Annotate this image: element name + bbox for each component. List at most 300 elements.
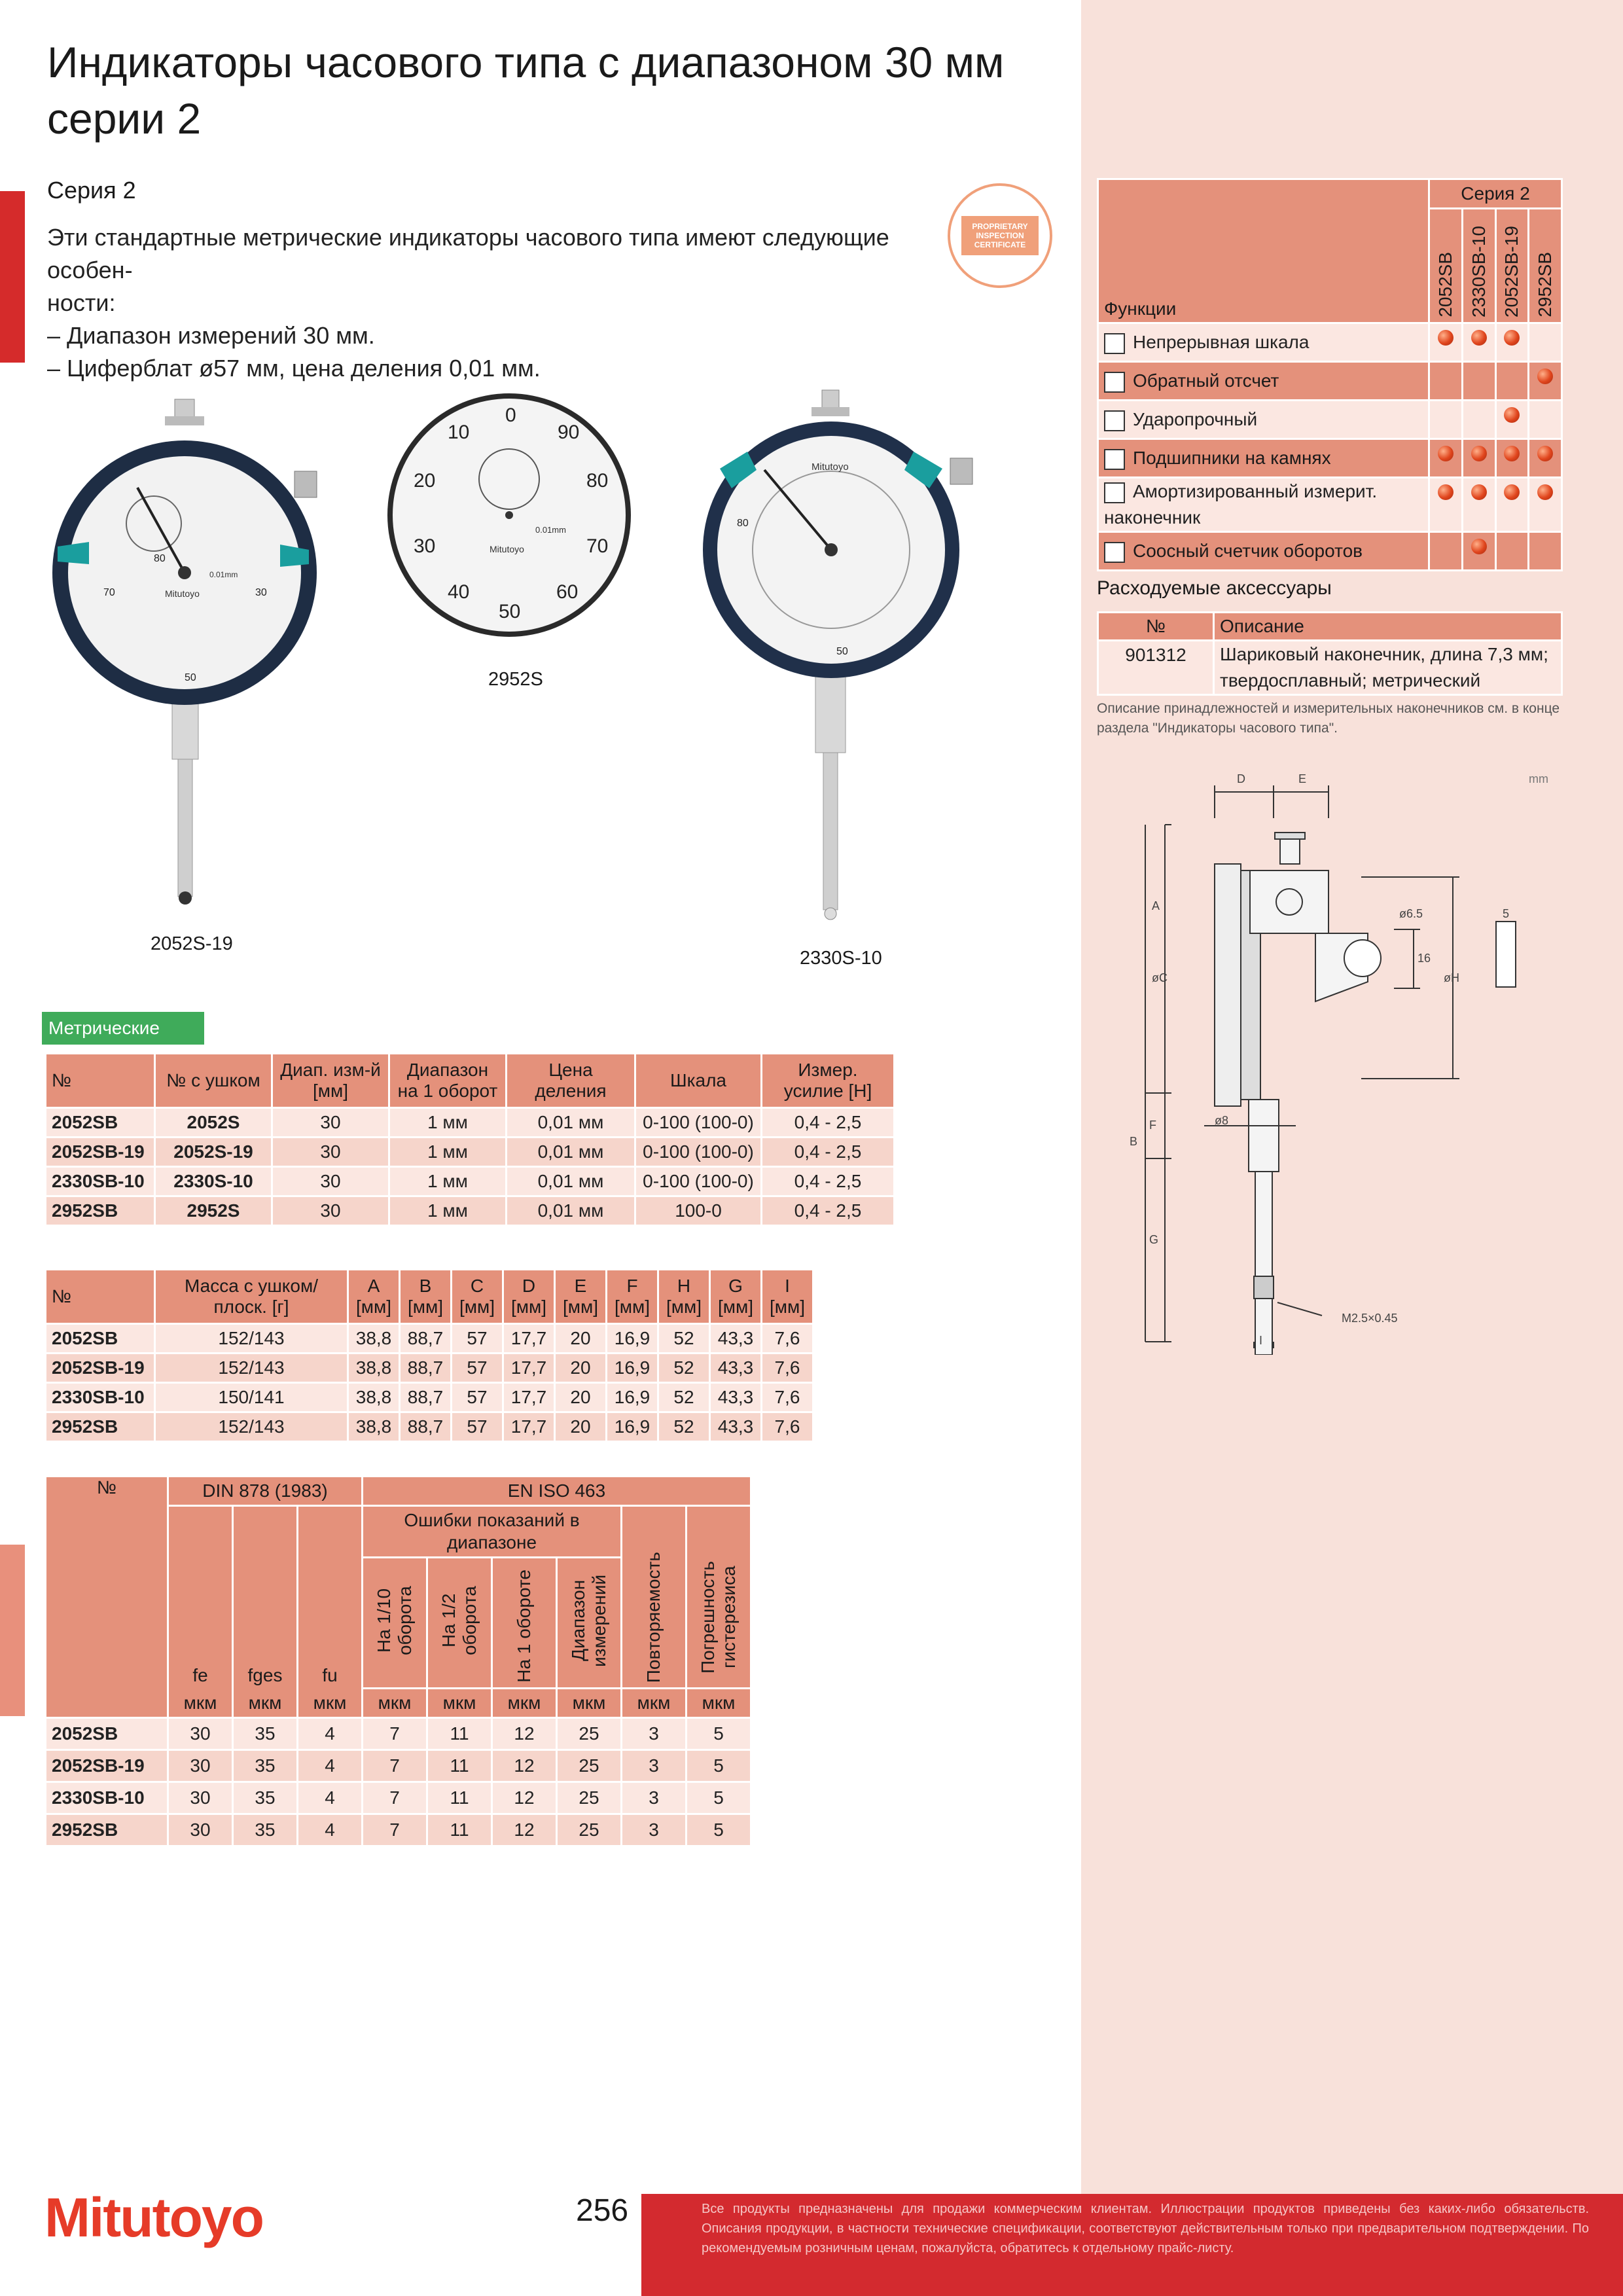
dial-number: 80 [737,518,749,529]
feature-label-cell [1098,532,1429,571]
table-cell: 16,9 [607,1324,658,1354]
table-row [46,1782,751,1814]
table-row [46,1354,813,1383]
feature-mark-cell [1429,362,1463,401]
column-header [1429,209,1463,323]
table-cell: 20 [555,1383,607,1412]
column-header-unit: мкм [183,1693,217,1713]
table-row [46,1167,895,1196]
feature-available-dot [1471,484,1487,500]
features-table [1097,178,1563,571]
intro-line: – Циферблат ø57 мм, цена деления 0,01 мм. [47,355,541,382]
table-row [46,1138,895,1167]
table-cell: 17,7 [503,1383,555,1412]
feature-mark-cell [1429,532,1463,571]
feature-mark-cell [1462,478,1495,532]
feature-rows [1098,323,1562,571]
table-cell: 5 [687,1782,751,1814]
reverse-count-icon [1104,372,1125,393]
table-cell: 35 [233,1814,298,1846]
table-cell: 35 [233,1718,298,1750]
dial-number: 90 [558,422,580,443]
feature-available-dot [1537,484,1553,500]
table-cell: 2052SB-19 [46,1138,155,1167]
column-group-header: Ошибки показаний в диапазоне [363,1506,622,1558]
table-cell: 3 [622,1750,687,1782]
column-header [1462,209,1495,323]
feature-available-dot [1504,484,1520,500]
table-cell: 3 [622,1782,687,1814]
page-number: 256 [576,2193,629,2228]
feature-label-cell [1098,478,1429,532]
table-cell: 30 [168,1718,233,1750]
table-cell: 4 [298,1750,363,1782]
table-cell: 11 [427,1750,492,1782]
table-cell: 30 [272,1167,389,1196]
table-cell: 3 [622,1814,687,1846]
cushioned-contact-icon [1104,482,1125,503]
table-cell: 0,4 - 2,5 [762,1167,895,1196]
table-cell: 30 [168,1814,233,1846]
table-cell: 2330S-10 [155,1167,272,1196]
feature-available-dot [1438,330,1454,346]
feature-mark-cell [1529,532,1562,571]
table-cell: 152/143 [155,1324,348,1354]
feature-mark-cell [1495,532,1529,571]
column-header: Функции [1098,179,1429,323]
feature-row [1098,362,1562,401]
table-cell: 25 [557,1782,622,1814]
feature-mark-cell [1529,362,1562,401]
table-cell: 20 [555,1412,607,1442]
feature-mark-cell [1462,439,1495,478]
dimension-label: A [1152,899,1160,912]
feature-available-dot [1471,539,1487,554]
table-cell: 7 [363,1718,427,1750]
table-cell: 57 [452,1412,503,1442]
table-cell: 88,7 [400,1354,452,1383]
feature-row [1098,478,1562,532]
table-cell: 88,7 [400,1383,452,1412]
intro-text [47,221,924,385]
coaxial-counter-icon [1104,542,1125,563]
table-cell: 0,4 - 2,5 [762,1196,895,1226]
table-cell: 0-100 (100-0) [635,1108,762,1138]
dimension-label: E [1298,772,1307,785]
column-header-label: Повторяемость [643,1551,664,1683]
column-group-header: Серия 2 [1429,179,1562,209]
column-header: Описание [1214,613,1562,641]
mitutoyo-logo: Mitutoyo [45,2187,263,2248]
table-cell: 17,7 [503,1412,555,1442]
dial-resolution: 0.01mm [209,570,238,579]
table-cell: 30 [272,1196,389,1226]
feature-available-dot [1504,330,1520,346]
column-header: Шкала [635,1054,762,1108]
column-header [687,1506,751,1689]
table-cell: 17,7 [503,1354,555,1383]
dimension-drawing [1106,766,1603,1355]
table-cell: 5 [687,1718,751,1750]
feature-row [1098,401,1562,439]
dial-number: 70 [103,587,115,598]
table-cell: 88,7 [400,1412,452,1442]
table-cell: 57 [452,1383,503,1412]
table-cell: 11 [427,1782,492,1814]
table-header-row [46,1054,895,1108]
column-group-header: DIN 878 (1983) [168,1477,363,1506]
table-cell: 7,6 [762,1383,813,1412]
column-header-unit: мкм [248,1693,282,1713]
dial-indicator-2052S-19-image [39,393,321,936]
table-cell: 2052SB [46,1324,155,1354]
table-cell: 7,6 [762,1324,813,1354]
table-cell: 150/141 [155,1383,348,1412]
table-cell: 5 [687,1814,751,1846]
column-header [492,1558,557,1689]
column-group-header: EN ISO 463 [363,1477,751,1506]
intro-line: Эти стандартные метрические индикаторы часового типа имеют следующие особен- [47,224,889,283]
inspection-certificate-seal [948,183,1052,288]
column-header [557,1558,622,1689]
jewel-bearing-icon [1104,449,1125,470]
column-header [1495,209,1529,323]
table-cell: 7,6 [762,1354,813,1383]
table-cell: 38,8 [348,1383,400,1412]
column-header: № [1098,613,1214,641]
column-header: A [мм] [348,1270,400,1324]
feature-label-cell [1098,362,1429,401]
column-header: D [мм] [503,1270,555,1324]
feature-label: Ударопрочный [1133,409,1258,429]
accessories-table [1097,611,1563,696]
dial-number: 50 [185,672,196,683]
column-header: H [мм] [658,1270,710,1324]
dimension-label: 5 [1503,907,1510,920]
table-cell: 2330SB-10 [46,1167,155,1196]
dial-number: 50 [836,646,848,657]
dimension-label: I [1259,1334,1263,1347]
table-cell: 0,01 мм [507,1196,635,1226]
column-header-label: Погрешность гистерезиса [698,1561,739,1674]
table-cell: 52 [658,1383,710,1412]
feature-mark-cell [1429,323,1463,362]
table-cell: 7 [363,1782,427,1814]
dial-brand: Mitutoyo [165,588,200,599]
column-header [363,1558,427,1689]
column-header-unit: мкм [363,1689,427,1718]
column-header: E [мм] [555,1270,607,1324]
table-cell: 0,01 мм [507,1138,635,1167]
table-cell: Шариковый наконечник, длина 7,3 мм; твердосплавный; метрический [1214,641,1562,695]
table-cell: 2052SB [46,1108,155,1138]
table-cell: 0,01 мм [507,1108,635,1138]
dimension-label: øC [1152,971,1168,984]
feature-available-dot [1504,407,1520,423]
feature-available-dot [1537,368,1553,384]
feature-label: Обратный отсчет [1133,370,1279,391]
table-cell: 88,7 [400,1324,452,1354]
column-header-unit: мкм [427,1689,492,1718]
table-cell: 20 [555,1354,607,1383]
column-header: B [мм] [400,1270,452,1324]
table-cell: 25 [557,1750,622,1782]
dial-number: 0 [505,404,516,426]
table-cell: 901312 [1098,641,1214,695]
dial-number: 80 [586,470,609,492]
feature-available-dot [1471,446,1487,461]
feature-mark-cell [1495,401,1529,439]
column-header: № [46,1477,168,1718]
image-caption: 2052S-19 [151,933,233,954]
accessories-title: Расходуемые аксессуары [1097,577,1332,599]
column-header [233,1506,298,1718]
column-header: № [46,1270,155,1324]
column-header-unit: мкм [687,1689,751,1718]
table-cell: 2052S [155,1108,272,1138]
feature-label: Непрерывная шкала [1133,332,1310,352]
shockproof-icon [1104,410,1125,431]
table-cell: 7,6 [762,1412,813,1442]
feature-mark-cell [1462,323,1495,362]
table-cell: 0,01 мм [507,1167,635,1196]
table-cell: 30 [272,1108,389,1138]
column-header: F [мм] [607,1270,658,1324]
table-cell: 0-100 (100-0) [635,1138,762,1167]
column-header [427,1558,492,1689]
feature-mark-cell [1495,478,1529,532]
table-cell: 12 [492,1814,557,1846]
accessories-note: Описание принадлежностей и измерительных наконечников см. в конце раздела "Индикаторы часового типа". [1097,701,1560,736]
table-row [46,1196,895,1226]
feature-mark-cell [1529,439,1562,478]
left-accent-bar-lower [0,1545,25,1716]
table-cell: 43,3 [710,1383,762,1412]
table-row [46,1324,813,1354]
column-header: № [46,1054,155,1108]
table-cell: 2952S [155,1196,272,1226]
table-row [46,1718,751,1750]
column-header: Масса с ушком/плоск. [г] [155,1270,348,1324]
feature-label-cell [1098,439,1429,478]
intro-line: – Диапазон измерений 30 мм. [47,322,375,349]
model-label: 2052SB-19 [1501,225,1522,317]
column-header-label: На 1/10 оборота [374,1586,415,1655]
table-header-row [46,1477,751,1506]
dimension-label: D [1237,772,1245,785]
table-cell: 16,9 [607,1354,658,1383]
specs-table [45,1052,895,1227]
model-label: 2952SB [1535,252,1556,317]
dimensions-table [45,1268,814,1443]
table-row [1098,641,1562,695]
table-cell: 30 [272,1138,389,1167]
dial-number: 30 [255,587,267,598]
feature-available-dot [1471,330,1487,346]
dial-number: 60 [556,581,579,603]
table-cell: 0,4 - 2,5 [762,1138,895,1167]
table-cell: 0,4 - 2,5 [762,1108,895,1138]
column-header-unit: мкм [492,1689,557,1718]
dimension-label: 16 [1418,952,1431,965]
table-cell: 1 мм [389,1138,507,1167]
column-header: Измер. усилие [Н] [762,1054,895,1108]
certificate-text: PROPRIETARY INSPECTION CERTIFICATE [961,216,1039,255]
table-cell: 2052S-19 [155,1138,272,1167]
table-cell: 3 [622,1718,687,1750]
feature-available-dot [1438,484,1454,500]
table-cell: 12 [492,1718,557,1750]
column-header: I [мм] [762,1270,813,1324]
table-cell: 2952SB [46,1412,155,1442]
table-cell: 12 [492,1750,557,1782]
table-cell: 2330SB-10 [46,1383,155,1412]
dimension-label: F [1149,1119,1156,1132]
table-cell: 35 [233,1750,298,1782]
column-header-unit: мкм [313,1693,347,1713]
table-row [46,1814,751,1846]
table-cell: 152/143 [155,1412,348,1442]
column-header-unit: мкм [622,1689,687,1718]
table-cell: 1 мм [389,1167,507,1196]
table-cell: 5 [687,1750,751,1782]
table-cell: 30 [168,1782,233,1814]
table-cell: 52 [658,1412,710,1442]
table-cell: 11 [427,1718,492,1750]
dimension-label: B [1130,1135,1138,1148]
dimension-label: øH [1444,971,1459,984]
dimension-label: ø6.5 [1399,907,1423,920]
image-caption: 2330S-10 [800,948,882,969]
feature-row [1098,532,1562,571]
feature-label: Соосный счетчик оборотов [1133,541,1363,561]
table-cell: 57 [452,1324,503,1354]
table-cell: 52 [658,1354,710,1383]
feature-label: Амортизированный измерит. наконечник [1104,481,1378,528]
table-cell: 11 [427,1814,492,1846]
table-cell: 16,9 [607,1412,658,1442]
column-header [1529,209,1562,323]
table-cell: 2952SB [46,1196,155,1226]
table-cell: 43,3 [710,1354,762,1383]
model-label: 2052SB [1435,252,1455,317]
table-row [46,1383,813,1412]
table-header-row [1098,613,1562,641]
dial-resolution: 0.01mm [535,525,566,535]
table-cell: 100-0 [635,1196,762,1226]
dimension-label: G [1149,1233,1159,1246]
table-cell: 2952SB [46,1814,168,1846]
table-cell: 4 [298,1782,363,1814]
feature-row [1098,323,1562,362]
table-cell: 7 [363,1750,427,1782]
feature-mark-cell [1495,362,1529,401]
model-label: 2330SB-10 [1468,225,1489,317]
feature-mark-cell [1495,439,1529,478]
table-cell: 30 [168,1750,233,1782]
dial-face-2952S-image [385,381,633,656]
column-header [622,1506,687,1689]
table-cell: 43,3 [710,1324,762,1354]
feature-mark-cell [1529,478,1562,532]
dial-number: 10 [448,422,470,443]
feature-mark-cell [1429,401,1463,439]
table-row [46,1108,895,1138]
dial-indicator-2330S-10-image [694,386,995,936]
dial-number: 30 [414,535,436,557]
dial-number: 70 [586,535,609,557]
feature-label-cell [1098,323,1429,362]
series-label: Серия 2 [47,177,136,204]
column-header-label: На 1/2 оборота [438,1586,480,1655]
accuracy-table [45,1475,752,1847]
table-cell: 12 [492,1782,557,1814]
feature-label-cell [1098,401,1429,439]
column-header: № с ушком [155,1054,272,1108]
left-accent-bar [0,191,25,363]
intro-line: ности: [47,289,116,316]
dimension-label: ø8 [1215,1114,1229,1127]
column-header-label: fu [322,1665,338,1685]
continuous-scale-icon [1104,333,1125,354]
feature-available-dot [1438,446,1454,461]
dial-number: 50 [499,601,521,622]
feature-mark-cell [1529,323,1562,362]
feature-mark-cell [1462,532,1495,571]
table-cell: 17,7 [503,1324,555,1354]
footer-disclaimer: Все продукты предназначены для продажи коммерческим клиентам. Иллюстрации продуктов приведены без каких-либо обязательств. Описания продукции, в частности технические спецификации, соответствуют действительным только при предварительном подтверждении. По рекомендуемым розничным ценам, пожалуйста, обратитесь к отдельному прайс-листу. [702,2202,1589,2255]
metric-label: Метрические [42,1012,204,1045]
table-cell: 152/143 [155,1354,348,1383]
feature-label: Подшипники на камнях [1133,448,1331,468]
column-header-unit: мкм [557,1689,622,1718]
table-cell: 38,8 [348,1324,400,1354]
column-header: Цена деления [507,1054,635,1108]
column-header: C [мм] [452,1270,503,1324]
dial-brand: Mitutoyo [490,544,524,554]
table-row [46,1412,813,1442]
table-cell: 0-100 (100-0) [635,1167,762,1196]
feature-available-dot [1504,446,1520,461]
table-cell: 2052SB [46,1718,168,1750]
table-cell: 4 [298,1718,363,1750]
table-cell: 2330SB-10 [46,1782,168,1814]
column-header: G [мм] [710,1270,762,1324]
table-cell: 7 [363,1814,427,1846]
table-cell: 38,8 [348,1412,400,1442]
table-cell: 16,9 [607,1383,658,1412]
column-header-label: fe [192,1665,208,1685]
feature-mark-cell [1429,478,1463,532]
feature-available-dot [1537,446,1553,461]
table-cell: 4 [298,1814,363,1846]
table-cell: 1 мм [389,1108,507,1138]
dial-brand: Mitutoyo [812,461,849,473]
table-cell: 52 [658,1324,710,1354]
table-cell: 25 [557,1814,622,1846]
column-header: Диап. изм-й [мм] [272,1054,389,1108]
table-header-row [46,1270,813,1324]
feature-mark-cell [1462,362,1495,401]
image-caption: 2952S [488,669,543,690]
table-cell: 57 [452,1354,503,1383]
feature-mark-cell [1495,323,1529,362]
table-cell: 1 мм [389,1196,507,1226]
column-header-label: На 1 обороте [514,1570,534,1683]
page-title: Индикаторы часового типа с диапазоном 30 мм серии 2 [47,38,1005,143]
dimension-label: M2.5×0.45 [1342,1312,1398,1325]
column-header [168,1506,233,1718]
